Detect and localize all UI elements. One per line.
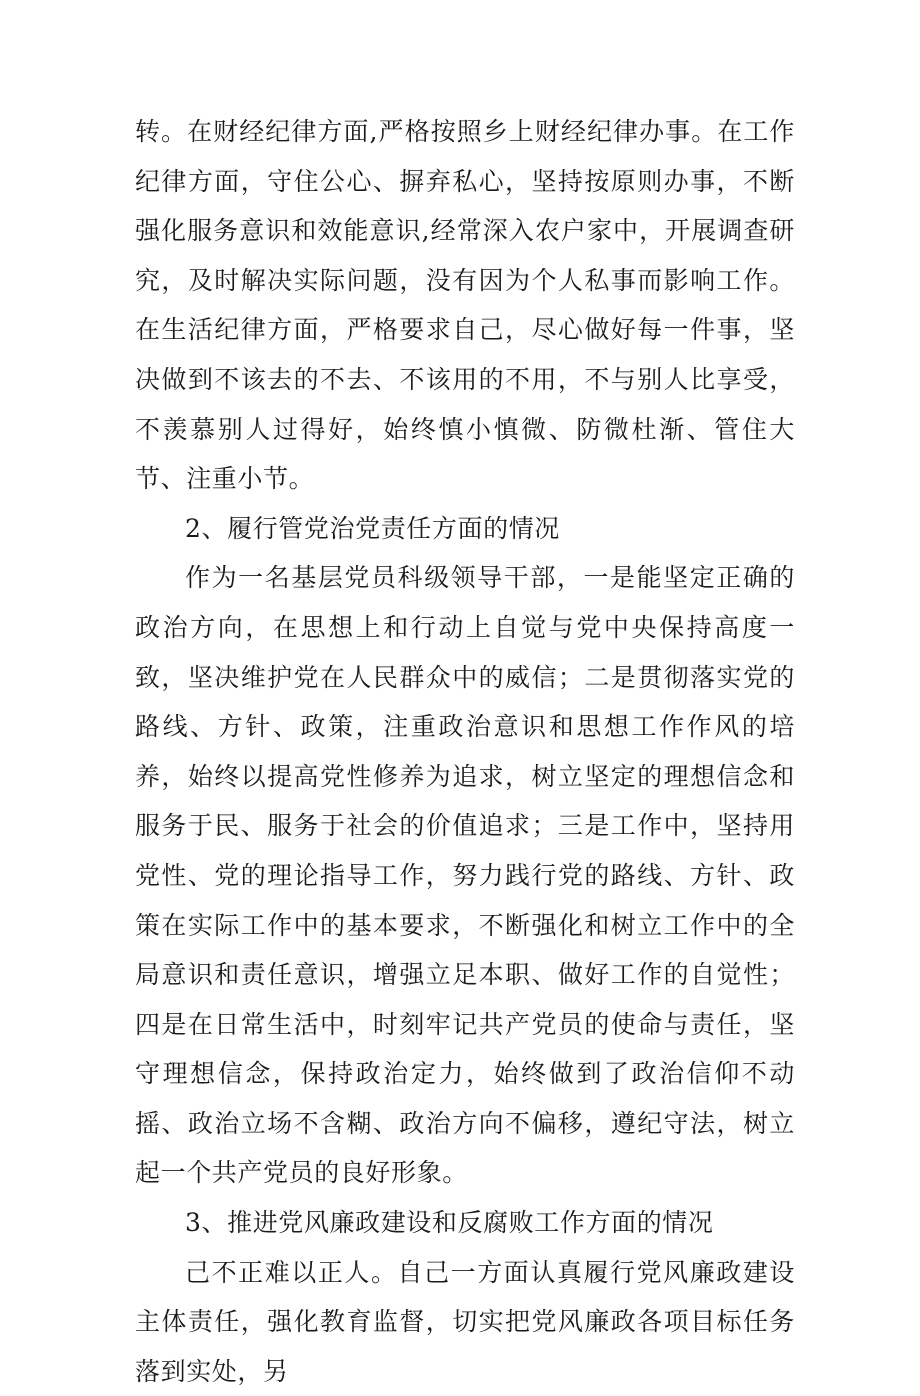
section-heading-3: 3、推进党风廉政建设和反腐败工作方面的情况 [185,1208,714,1238]
paragraph-party-responsibility: 作为一名基层党员科级领导干部，一是能坚定正确的政治方向，在思想上和行动上自觉与党中央保持高度一致，坚决维护党在人民群众中的威信；二是贯彻落实党的路线、方针、政策，注重政治意识和思想工作作风的培养，始终以提高党性修养为追求，树立坚定的理想信念和服务于民、服务于社会的价值追求；三是工作中，坚持用党性、党的理论指导工作，努力践行党的路线、方针、政策在实际工作中的基本要求，不断强化和树立工作中的全局意识和责任意识，增强立足本职、做好工作的自觉性；四是在日常生活中，时刻牢记共产党员的使命与责任，坚守理想信念，保持政治定力，始终做到了政治信仰不动摇、政治立场不含糊、政治方向不偏移，遵纪守法，树立起一个共产党员的良好形象。 [135,563,795,1188]
section-heading-2: 2、履行管党治党责任方面的情况 [185,513,560,543]
paragraph-discipline-continued: 转。在财经纪律方面,严格按照乡上财经纪律办事。在工作纪律方面，守住公心、摒弃私心，坚持按原则办事，不断强化服务意识和效能意识,经常深入农户家中，开展调查研究，及时解决实际问题，没有因为个人私事而影响工作。在生活纪律方面，严格要求自己，尽心做好每一件事，坚决做到不该去的不去、不该用的不用，不与别人比享受，不羡慕别人过得好，始终慎小慎微、防微杜渐、管住大节、注重小节。 [135,117,795,494]
document-body [135,107,795,1396]
paragraph-anti-corruption: 己不正难以正人。自己一方面认真履行党风廉政建设主体责任，强化教育监督，切实把党风廉政各项目标任务落到实处，另 [135,1257,795,1386]
